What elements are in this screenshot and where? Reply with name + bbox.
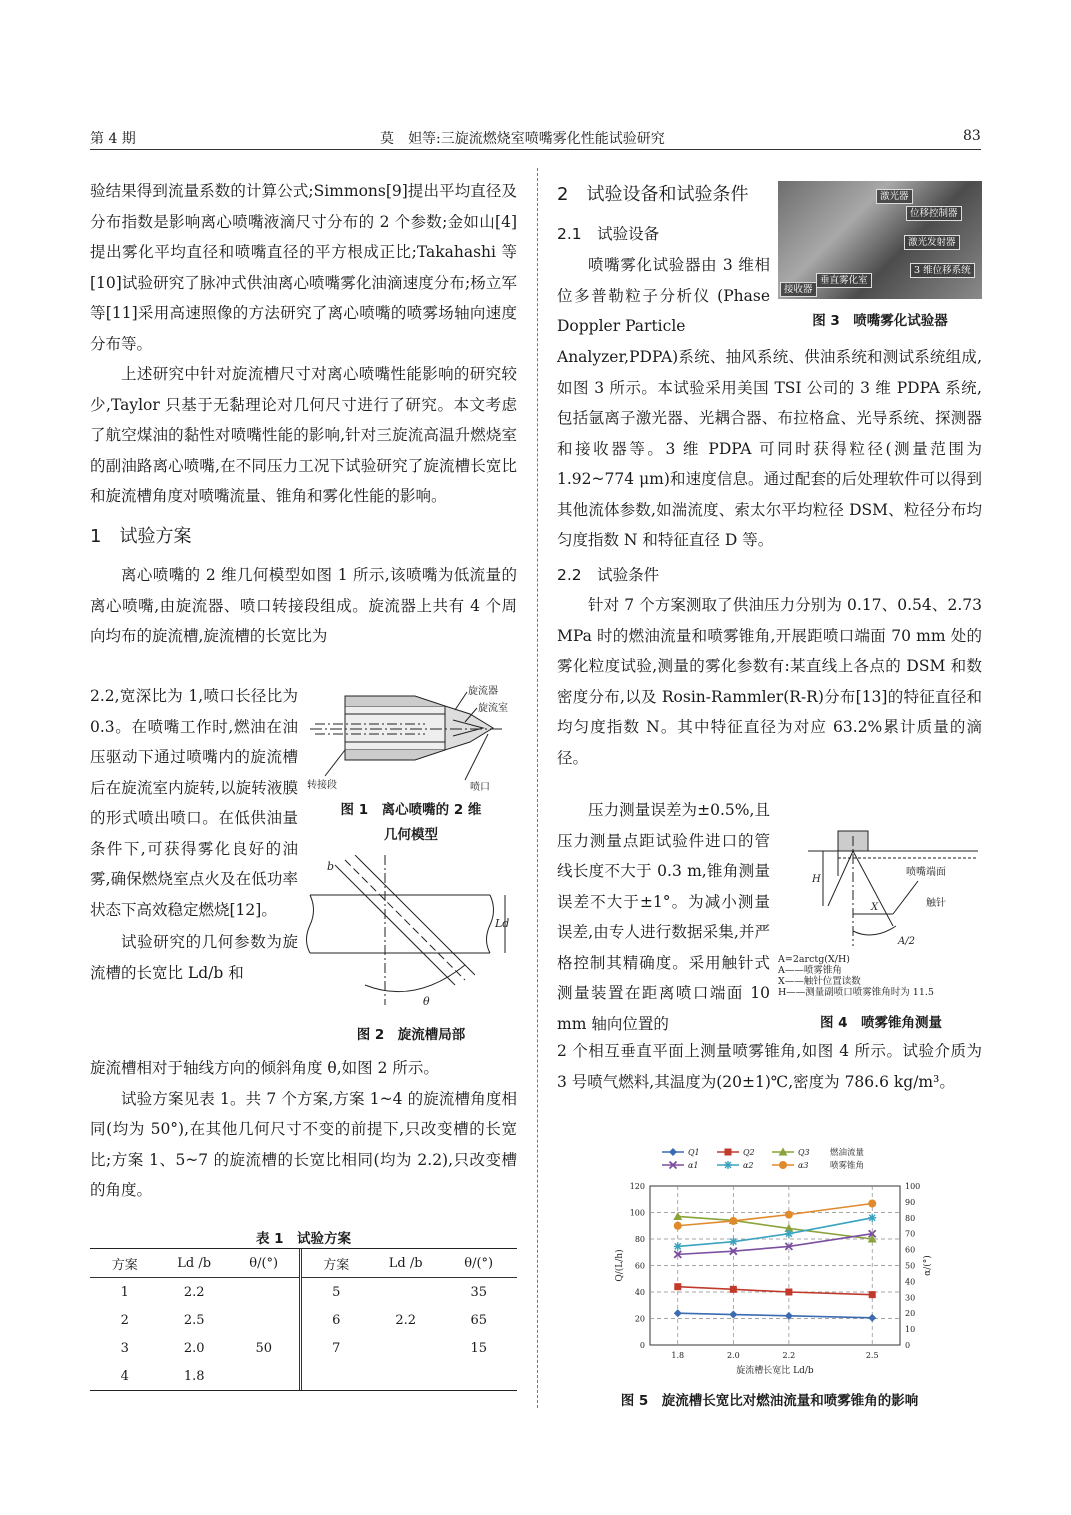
paragraph: 上述研究中针对旋流槽尺寸对离心喷嘴性能影响的研究较少,Taylor 只基于无黏理论对几何尺寸进行了研究。本文考虑了航空煤油的黏性对喷嘴性能的影响,针对三旋流高温升燃烧室的副油路离心喷嘴,在不同压力工况下试验研究了旋流槽长宽比和旋流槽角度对喷嘴流量、锥角和雾化性能的影响。 [90,365,517,505]
subsection-heading-2-2: 2.2 试验条件 [557,565,660,584]
paragraph: 2.2,宽深比为 1,喷口长径比为 0.3。在喷嘴工作时,燃油在油压驱动下通过喷嘴内的旋流槽后在旋流室内旋转,以旋转液膜的形式喷出喷口。在低供油量条件下,可获得雾化良好的油雾,确保燃烧室点火及在低功率状态下高效稳定燃烧[12]。 [90,687,298,919]
fig2-label: b [327,860,335,873]
fig4-label: X [871,902,879,913]
legend-label: α3 [798,1161,809,1170]
header-rule [90,149,981,150]
fig1-label: 旋流室 [478,703,508,714]
table-row: 3 2.0 50 7 15 [90,1334,517,1362]
series-line-α2 [678,1218,872,1247]
subsection-heading-2-1: 2.1 试验设备 [557,225,660,243]
table-header: θ/(°) [440,1249,517,1278]
y-tick-label-left: 120 [629,1182,645,1191]
y-tick-label-right: 40 [905,1277,916,1287]
data-point-Q2 [869,1291,876,1298]
figure-3-photo: 激光器 位移控制器 激光发射器 3 维位移系统 垂直雾化室 接收器 [778,181,982,299]
table-1-caption: 表 1 试验方案 [255,1231,352,1247]
data-point-Q1 [674,1309,682,1317]
paragraph: 旋流槽相对于轴线方向的倾斜角度 θ,如图 2 所示。 [90,1059,439,1077]
fig4-label: A/2 [898,936,915,947]
paragraph: 喷嘴雾化试验器由 3 维相位多普勒粒子分析仪 (Phase Doppler Particle [557,256,770,335]
fig1-label: 喷口 [470,782,490,793]
paragraph: 离心喷嘴的 2 维几何模型如图 1 所示,该喷嘴为低流量的离心喷嘴,由旋流器、喷口转接段组成。旋流器上共有 4 个周向均布的旋流槽,旋流槽的长宽比为 [90,566,517,645]
data-point-α2 [729,1238,737,1246]
y-tick-label-right: 90 [905,1197,916,1207]
y-tick-label-right: 30 [905,1293,916,1303]
data-point-Q2 [785,1289,792,1296]
table-header: 方案 [300,1249,371,1278]
series-line-α3 [678,1203,872,1225]
data-point-α3 [729,1217,737,1225]
table-row: 1 2.2 5 35 [90,1278,517,1307]
fig4-label: 喷嘴端面 [906,867,946,878]
y-tick-label-right: 60 [905,1245,916,1255]
page-number: 83 [963,128,981,144]
figure-4-cone-angle [778,826,984,1006]
series-line-Q2 [678,1287,872,1295]
figure-1-nozzle-model [305,684,517,796]
legend-label: α1 [688,1161,699,1170]
y-tick-label-right: 10 [905,1325,916,1335]
legend-label: α2 [743,1161,754,1170]
y-tick-label-right: 100 [905,1182,921,1191]
x-tick-label: 2.0 [726,1351,740,1360]
legend-label: Q3 [798,1148,810,1157]
y-axis-label-right: α/(°) [923,1255,933,1276]
legend-marker [669,1148,677,1156]
paragraph: 试验研究的几何参数为旋流槽的长宽比 Ld/b 和 [90,933,298,982]
data-point-α2 [674,1242,682,1250]
data-point-Q2 [674,1283,681,1290]
fig2-label: Ld [495,917,510,930]
y-tick-label-left: 60 [634,1261,645,1271]
figure-1-caption: 图 1 离心喷嘴的 2 维 几何模型 [340,802,482,843]
y-tick-label-right: 80 [905,1213,916,1223]
legend-group-label: 喷雾锥角 [830,1161,865,1171]
section-heading-1: 1 试验方案 [90,525,192,547]
y-axis-label-left: Q/(L/h) [615,1249,625,1282]
left-column-bottom [90,1053,517,1206]
table-1 [90,1248,517,1391]
fig1-label: 旋流器 [468,686,498,697]
data-point-α3 [674,1222,682,1230]
right-column-main [557,342,982,773]
legend-marker [725,1149,732,1156]
y-tick-label-right: 20 [905,1309,916,1319]
figure-2-slot-detail [305,855,517,1015]
y-tick-label-left: 20 [634,1314,645,1324]
legend-label: Q2 [743,1148,755,1157]
table-header: θ/(°) [229,1249,300,1278]
figure-3-caption: 图 3 喷嘴雾化试验器 [812,313,948,329]
section-heading-2: 2 试验设备和试验条件 [557,184,749,205]
fig4-label: H [812,874,821,885]
paragraph: Analyzer,PDPA)系统、抽风系统、供油系统和测试系统组成,如图 3 所示。本试验采用美国 TSI 公司的 3 维 PDPA 系统,包括氩离子激光器、光耦合器、布拉格盒、光导系统、探测器和接收器等。3 维 PDPA 可同时获得粒径(测量范围为 1.92~774 μm)和速度信息。通过配套的后处理软件可以得到其他流体参数,如湍流度、索太尔平均粒径 DSM、粒径分布均匀度指数 N 和特征直径 D 等。 [557,348,982,549]
fig4-legend: A——喷雾锥角 [778,965,842,976]
paragraph: 压力测量误差为±0.5%,且压力测量点距试验件进口的管线长度不大于 0.3 m,锥角测量误差不大于±1°。为减小测量误差,由专人进行数据采集,并严格控制其精确度。采用触针式测量装置在距离喷口端面 10 mm 轴向位置的 [557,801,770,1033]
x-axis-label: 旋流槽长宽比 Ld/b [736,1366,814,1376]
running-title: 莫 妲等:三旋流燃烧室喷嘴雾化性能试验研究 [380,131,665,147]
fig4-legend: X——触针位置读数 [778,976,861,987]
y-tick-label-right: 70 [905,1229,916,1239]
legend-label: Q1 [688,1148,700,1157]
data-point-α2 [868,1214,876,1222]
figure-4-caption: 图 4 喷雾锥角测量 [819,1015,943,1031]
legend-marker [779,1161,787,1169]
left-column-top [90,176,517,652]
data-point-α3 [785,1211,793,1219]
y-tick-label-right: 0 [905,1341,911,1350]
table-header: Ld /b [371,1249,441,1278]
data-point-Q1 [729,1311,737,1319]
right-column-narrow [557,250,770,342]
x-tick-label: 1.8 [671,1351,685,1360]
y-tick-label-left: 40 [634,1288,645,1297]
table-row: 4 1.8 [90,1362,517,1390]
legend-marker [724,1161,732,1169]
right-column-narrow-2b [557,795,770,1039]
fig4-legend: A=2arctg(X/H) [778,954,850,965]
fig4-legend: H——测量副喷口喷雾锥角时为 11.5 [778,987,934,998]
figure-5-caption: 图 5 旋流槽长宽比对燃油流量和喷雾锥角的影响 [620,1393,919,1409]
right-column-bottom [557,1036,982,1097]
left-column-narrow [90,681,298,988]
table-header: Ld /b [159,1249,229,1278]
table-row: 2 2.5 6 2.2 65 [90,1306,517,1334]
paragraph: 针对 7 个方案测取了供油压力分别为 0.17、0.54、2.73 MPa 时的燃油流量和喷雾锥角,开展距喷口端面 70 mm 处的雾化粒度试验,测量的雾化参数有:某直线上各点的 DSM 和数密度分布,以及 Rosin-Rammler(R-R)分布[13]的特征直径和均匀度指数 N。其中特征直径为对应 63.2%累计质量的滴径。 [557,596,982,767]
series-line-Q1 [678,1313,872,1318]
x-tick-label: 2.2 [782,1351,796,1360]
y-tick-label-left: 100 [629,1208,645,1218]
x-tick-label: 2.5 [865,1351,879,1360]
y-tick-label-left: 0 [639,1341,645,1350]
journal-issue: 第 4 期 [90,131,136,147]
fig1-label: 转接段 [307,780,337,791]
legend-group-label: 燃油流量 [830,1148,865,1158]
fig2-label: θ [423,995,430,1008]
paragraph: 2 个相互垂直平面上测量喷雾锥角,如图 4 所示。试验介质为 3 号喷气燃料,其温度为(20±1)℃,密度为 786.6 kg/m³。 [557,1042,982,1091]
y-tick-label-right: 50 [905,1261,916,1271]
figure-5-chart [600,1140,960,1380]
figure-2-caption: 图 2 旋流槽局部 [356,1027,466,1043]
data-point-α3 [868,1199,876,1207]
fig4-label: 触针 [926,898,946,909]
data-point-Q2 [730,1286,737,1293]
data-point-Q1 [868,1314,876,1322]
paragraph: 试验方案见表 1。共 7 个方案,方案 1~4 的旋流槽角度相同(均为 50°),在其他几何尺寸不变的前提下,只改变槽的长宽比;方案 1、5~7 的旋流槽的长宽比相同(均为 2.2),只改变槽的角度。 [90,1089,517,1199]
data-point-α2 [785,1230,793,1238]
y-tick-label-left: 80 [634,1235,645,1244]
column-divider [537,168,538,1408]
paragraph: 验结果得到流量系数的计算公式;Simmons[9]提出平均直径及分布指数是影响离心喷嘴液滴尺寸分布的 2 个参数;金如山[4]提出雾化平均直径和喷嘴直径的平方根成正比;Takahashi 等[10]试验研究了脉冲式供油离心喷嘴雾化油滴速度分布;杨立军等[11]采用高速照像的方法研究了离心喷嘴的喷雾场轴向速度分布等。 [90,182,517,353]
table-header: 方案 [90,1249,159,1278]
